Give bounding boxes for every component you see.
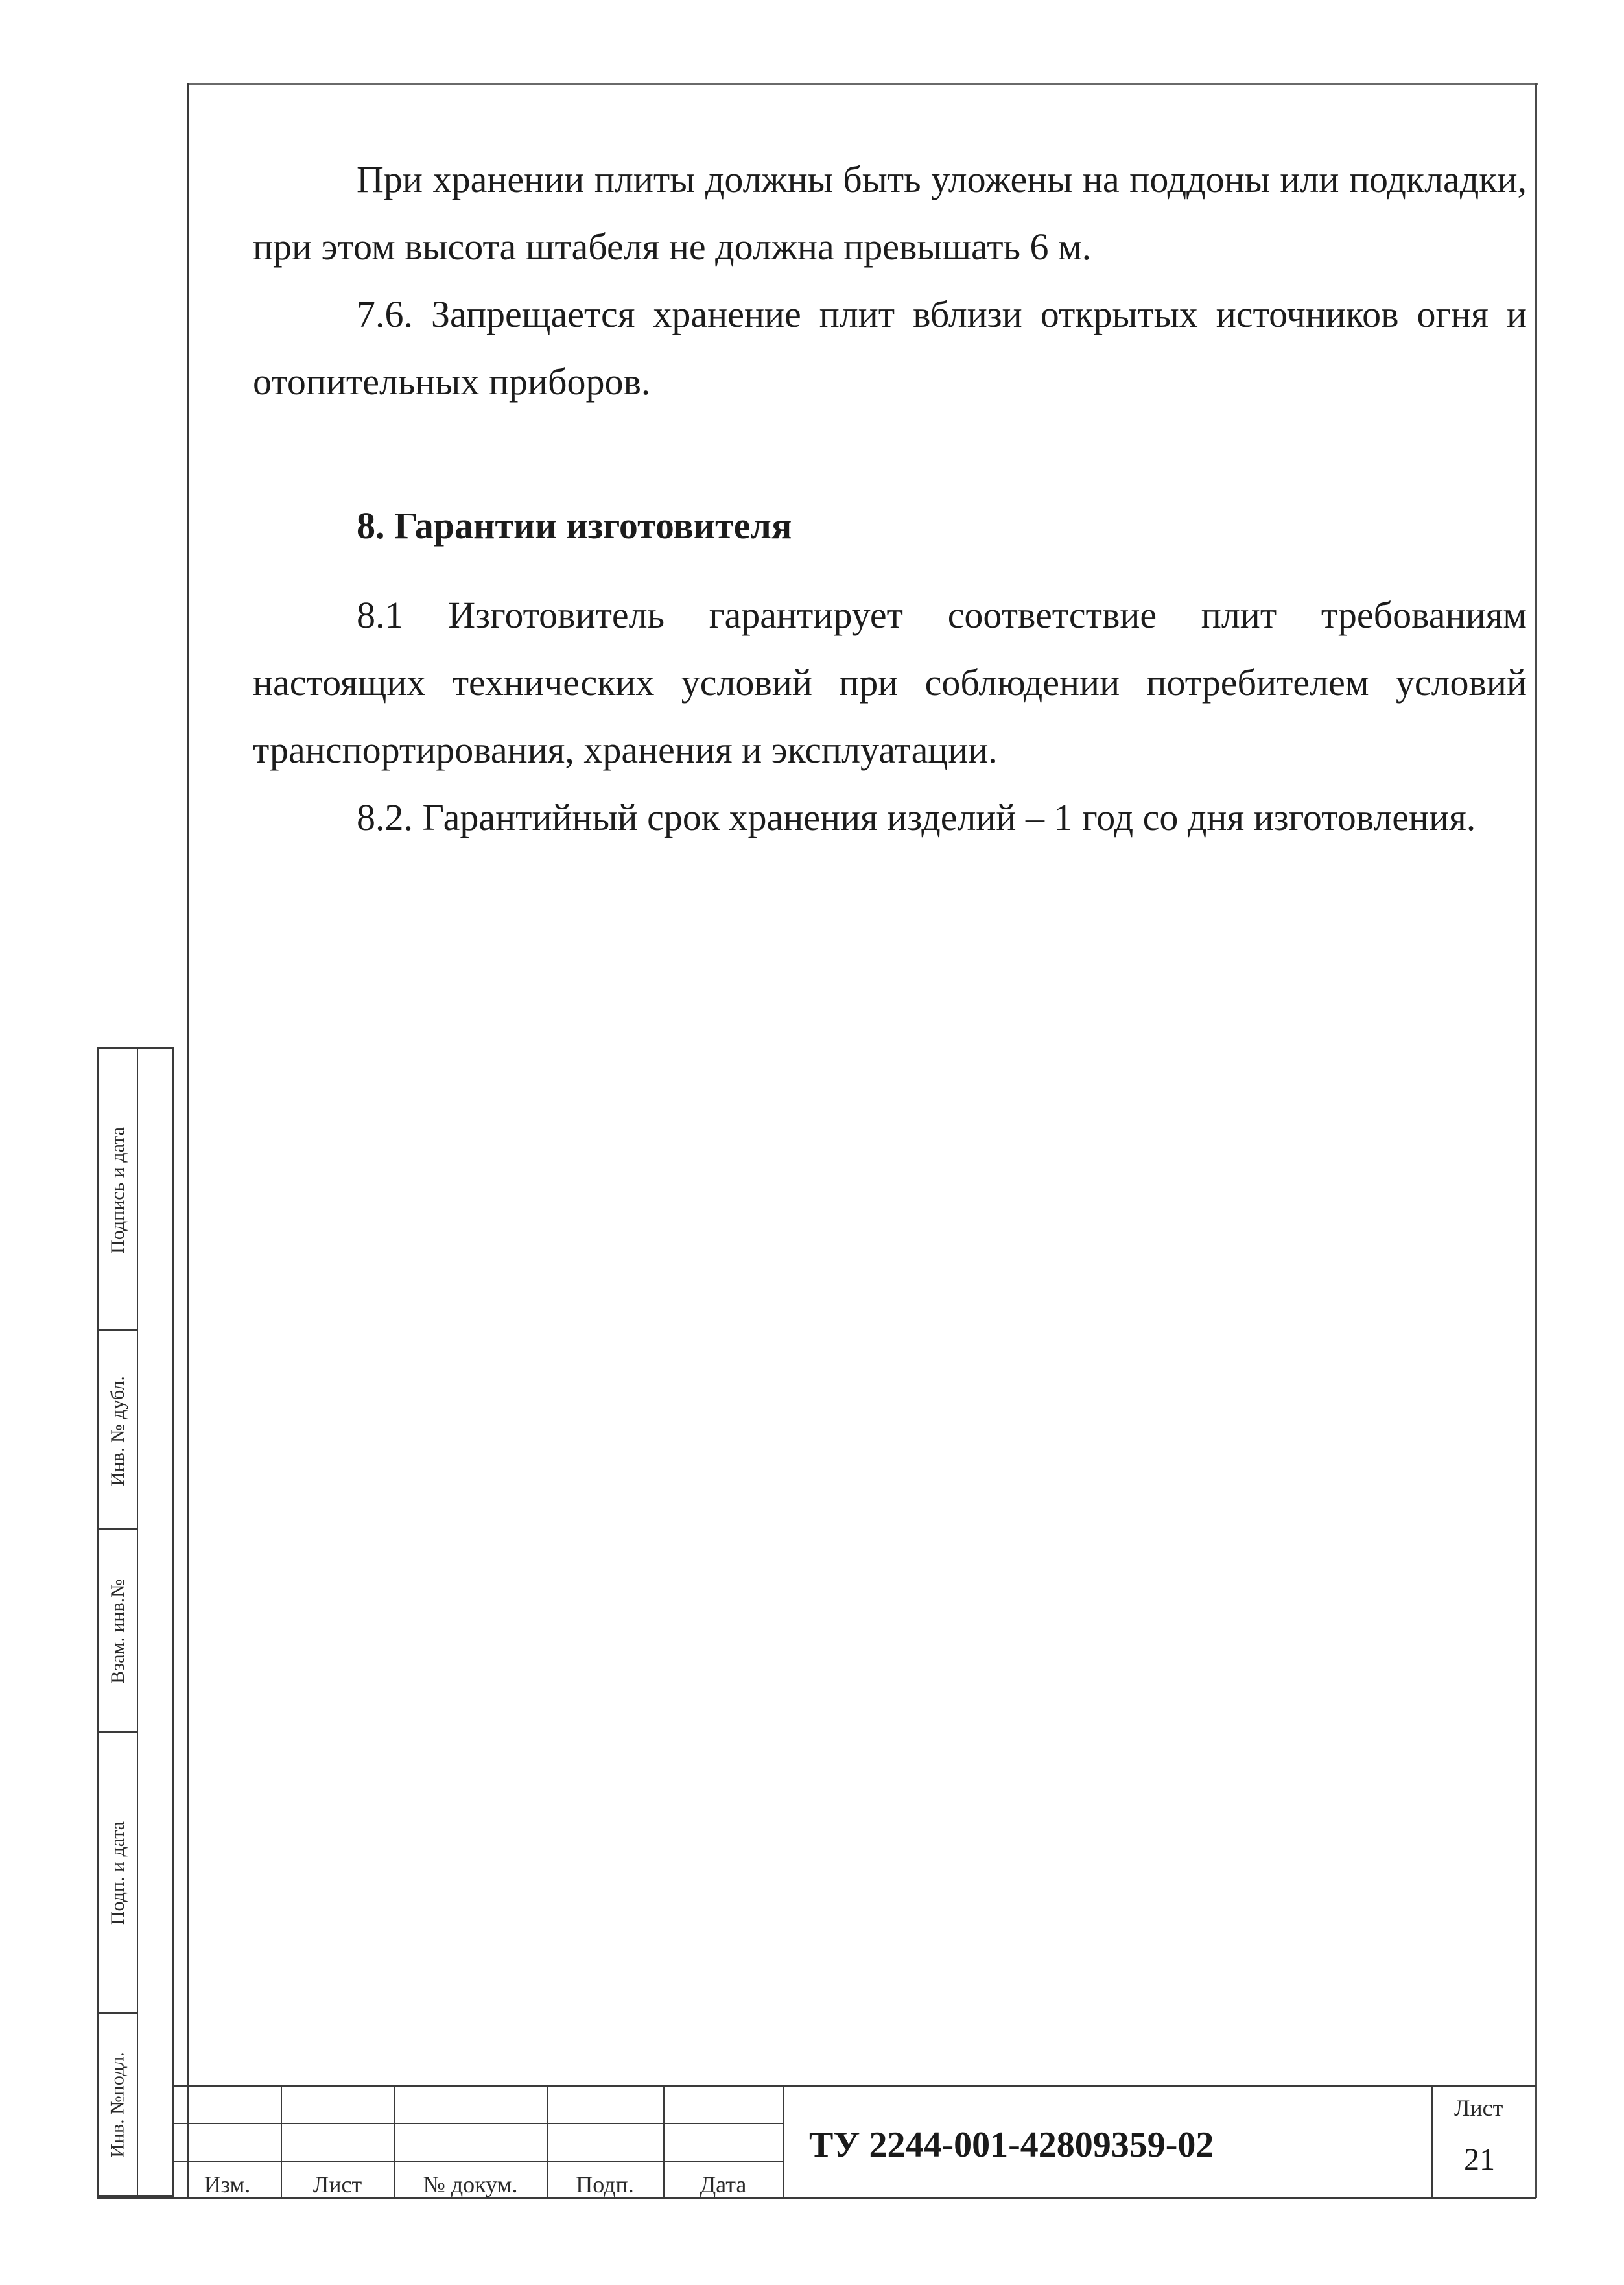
column-label-signature: Подп.: [576, 2172, 634, 2197]
paragraph-7-6: 7.6. Запрещается хранение плит вблизи открытых источников огня и отопительных приборов.: [253, 293, 1527, 403]
frame-top-border: [189, 83, 1538, 85]
side-label-replaced-inv: Взам. инв.№: [107, 1579, 128, 1684]
column-label-date: Дата: [700, 2172, 747, 2197]
sheet-number: 21: [1464, 2142, 1495, 2177]
sheet-label: Лист: [1454, 2095, 1503, 2121]
title-block: [174, 2085, 1536, 2199]
column-label-revision: Изм.: [204, 2172, 251, 2197]
document-body: [253, 146, 1527, 851]
paragraph-storage-pallets: При хранении плиты должны быть уложены на поддоны или подкладки, при этом высота штабеля не должна превышать 6 м.: [253, 158, 1527, 268]
frame-left-border: [187, 83, 189, 2198]
title-block-row-line-2: [174, 2161, 783, 2162]
side-stamp-divider: [137, 1049, 138, 2195]
title-block-col-line-5: [783, 2087, 784, 2199]
title-block-row-line-1: [174, 2123, 783, 2124]
column-label-doc-number: № докум.: [423, 2172, 518, 2197]
section-heading-8: 8. Гарантии изготовителя: [357, 504, 792, 547]
side-label-dup-inv: Инв. № дубл.: [107, 1375, 128, 1486]
title-block-col-line-6: [1431, 2087, 1433, 2199]
side-label-original-inv: Инв. №подл.: [107, 2051, 128, 2158]
column-label-sheet: Лист: [312, 2172, 362, 2197]
paragraph-8-2: 8.2. Гарантийный срок хранения изделий – 1 год со дня изготовления.: [357, 796, 1476, 838]
frame-right-border: [1535, 83, 1537, 2198]
side-label-signature-date: Подпись и дата: [107, 1126, 129, 1254]
paragraph-8-1: 8.1 Изготовитель гарантирует соответствие плит требованиям настоящих технических условий при соблюдении потребителем условий транспортирования, хранения и эксплуатации.: [253, 594, 1527, 771]
side-label-sign-date-2: Подп. и дата: [107, 1821, 128, 1926]
side-stamp: [97, 1047, 174, 2197]
document-code: ТУ 2244-001-42809359-02: [809, 2125, 1214, 2165]
